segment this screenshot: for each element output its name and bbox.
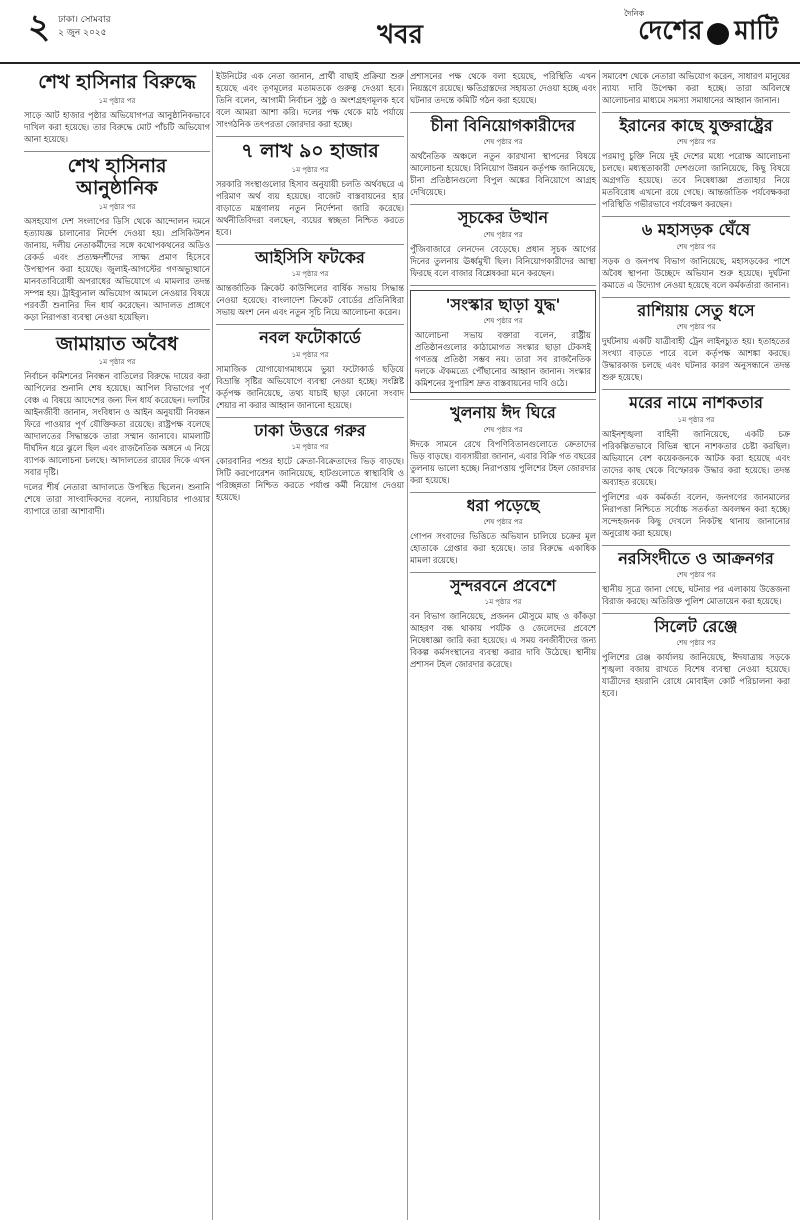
story-khulna-eid [410, 404, 596, 485]
story-body: নির্বাচন কমিশনের নিবন্ধন বাতিলের বিরুদ্ধে দায়ের করা আপিলের শুনানি শেষ হয়েছে। আপিল বিভাগের পূর্ণ বেঞ্চ এ বিষয়ে আদেশের জন্য দিন ধার্য করেছেন। দলটির আইনজীবী জানান, সংবিধান ও আইন অনুযায়ী নিবন্ধন ফিরে পাওয়ার পূর্ণ যৌক্তিকতা রয়েছে। রাষ্ট্রপক্ষ বলেছে আদালতের সিদ্ধান্তকে তারা সম্মান জানাবে। মামলাটি দীর্ঘদিন ধরে ঝুলে ছিল এবং রাজনৈতিক অঙ্গনে এ নিয়ে ব্যাপক আলোচনা চলছে। আদালতের রায়ের দিকে এখন সবার দৃষ্টি। [24, 371, 210, 478]
story-sundarbans [410, 577, 596, 670]
story-body: সাড়ে আট হাজার পৃষ্ঠার অভিযোগপত্র আনুষ্ঠানিকভাবে দাখিল করা হয়েছে। তার বিরুদ্ধে মোট পাঁচটি অভিযোগ আনা হয়েছে। [24, 109, 210, 144]
story-headline: ঢাকা উত্তরে গরুর [254, 420, 366, 440]
story-index-rise [410, 209, 596, 278]
story-continued [410, 70, 596, 106]
divider [410, 112, 596, 113]
divider [216, 324, 404, 325]
continuation-label: ১ম পৃষ্ঠার পর [291, 443, 329, 452]
story-headline: সিলেট রেঞ্জে [654, 616, 738, 636]
story-790-thousand [216, 141, 404, 238]
story-chinese-investors [410, 117, 596, 198]
story-headline: নবল ফটোকার্ডে [259, 328, 361, 348]
column-rule [599, 70, 600, 1220]
story-body: সরকারি সংস্থাগুলোর হিসাব অনুযায়ী চলতি অর্থবছরে এ পরিমাণ অর্থ ব্যয় হয়েছে। বাজেট বাস্তবায়নের হার বাড়াতে মন্ত্রণালয় নতুন নির্দেশনা জারি করেছে। অর্থনীতিবিদরা বলছেন, ব্যয়ের স্বচ্ছতা নিশ্চিত করতে হবে। [216, 178, 404, 237]
story-headline: ৬ মহাসড়ক ঘেঁষে [641, 220, 751, 240]
continuation-label: ১ম পৃষ্ঠার পর [291, 165, 329, 174]
story-russia-bridge [602, 302, 790, 383]
story-headline: ৭ লাখ ৯০ হাজার [241, 140, 379, 162]
story-body: পুলিশের রেঞ্জ কার্যালয় জানিয়েছে, ঈদযাত্রায় সড়কে শৃঙ্খলা বজায় রাখতে বিশেষ ব্যবস্থা নেওয়া হয়েছে। যাত্রীদের হয়রানি রোধে মোবাইল কোর্ট পরিচালনা করা হবে। [602, 652, 790, 699]
story-hasina-case [24, 72, 210, 145]
divider [216, 417, 404, 418]
story-body: পরমাণু চুক্তি নিয়ে দুই দেশের মধ্যে পরোক্ষ আলোচনা চলছে। মধ্যস্থতাকারী দেশগুলো জানিয়েছে, কিছু বিষয়ে অগ্রগতি হয়েছে। তবে নিষেধাজ্ঞা প্রত্যাহার নিয়ে মতবিরোধ এখনো রয়ে গেছে। আন্তর্জাতিক পর্যবেক্ষকরা পরিস্থিতি গভীরভাবে পর্যবেক্ষণ করছেন। [602, 151, 790, 210]
divider [410, 204, 596, 205]
story-jamaat [24, 334, 210, 518]
story-headline: খুলনায় ঈদ ঘিরে [450, 403, 556, 423]
story-body: আইনশৃঙ্খলা বাহিনী জানিয়েছে, একটি চক্র পরিকল্পিতভাবে বিভিন্ন স্থানে নাশকতার চেষ্টা করছিল। অভিযানে বেশ কয়েকজনকে আটক করা হয়েছে এবং তাদের কাছ থেকে বিস্ফোরক উদ্ধার করা হয়েছে। তদন্ত অব্যাহত রয়েছে। [602, 428, 790, 487]
continuation-label: ১ম পৃষ্ঠার পর [291, 350, 329, 359]
story-headline: 'সংস্কার ছাড়া যুদ্ধ' [445, 294, 561, 314]
column-rule [212, 70, 213, 1220]
logo-prefix: দৈনিক [624, 9, 645, 18]
story-body: সমাবেশ থেকে নেতারা অভিযোগ করেন, সাধারণ মানুষের ন্যায্য দাবি উপেক্ষা করা হচ্ছে। তারা অবিলম্বে আলোচনার মাধ্যমে সমস্যা সমাধানের আহ্বান জানান। [602, 71, 790, 105]
continuation-label: শেষ পৃষ্ঠার পর [676, 138, 716, 147]
continuation-label: শেষ পৃষ্ঠার পর [483, 230, 523, 239]
story-body: সামাজিক যোগাযোগমাধ্যমে ভুয়া ফটোকার্ড ছড়িয়ে বিভ্রান্তি সৃষ্টির অভিযোগে ব্যবস্থা নেওয়া হচ্ছে। সংশ্লিষ্ট কর্তৃপক্ষ জানিয়েছে, তথ্য যাচাই ছাড়া কোনো সংবাদ শেয়ার না করার আহ্বান জানানো হয়েছে। [216, 363, 404, 410]
divider [602, 112, 790, 113]
story-headline: নরসিংদীতে ও আক্রনগর [618, 548, 774, 568]
divider [602, 613, 790, 614]
divider [216, 136, 404, 137]
newspaper-logo [624, 9, 778, 54]
column-rule [407, 70, 408, 1220]
divider [602, 216, 790, 217]
continuation-label: শেষ পৃষ্ঠার পর [483, 138, 523, 147]
continuation-label: ১ম পৃষ্ঠার পর [484, 598, 522, 607]
continuation-label: ১ম পৃষ্ঠার পর [98, 358, 136, 367]
story-highways [602, 221, 790, 290]
story-body: আন্তর্জাতিক ক্রিকেট কাউন্সিলের বার্ষিক সভায় সিদ্ধান্ত নেওয়া হয়েছে। বাংলাদেশ ক্রিকেট বোর্ডের প্রতিনিধিরা সভায় অংশ নেন এবং নতুন সূচি নিয়ে আলোচনা করেন। [216, 283, 404, 318]
continuation-label: শেষ পৃষ্ঠার পর [483, 317, 523, 326]
story-body: কোরবানির পশুর হাটে ক্রেতা-বিক্রেতাদের ভিড় বাড়ছে। সিটি করপোরেশন জানিয়েছে, হাটগুলোতে স্বাস্থ্যবিধি ও পরিচ্ছন্নতা নিশ্চিত করতে পর্যাপ্ত কর্মী নিয়োগ দেওয়া হয়েছে। [216, 456, 404, 503]
story-reform [410, 290, 596, 393]
continuation-label: শেষ পৃষ্ঠার পর [676, 242, 716, 251]
story-body: সড়ক ও জনপথ বিভাগ জানিয়েছে, মহাসড়কের পাশে অবৈধ স্থাপনা উচ্ছেদে অভিযান শুরু হয়েছে। দুর্ঘটনা কমাতে এ উদ্যোগ নেওয়া হয়েছে বলে কর্মকর্তারা জানান। [602, 255, 790, 290]
continuation-label: শেষ পৃষ্ঠার পর [483, 517, 523, 526]
divider [24, 329, 210, 330]
story-hasina-formal [24, 156, 210, 323]
logo-left-word: দেশের [638, 16, 703, 46]
story-sylhet-range [602, 618, 790, 699]
story-headline: ধরা পড়েছে [466, 495, 540, 515]
story-narsingdi [602, 550, 790, 607]
story-continued [602, 70, 790, 106]
story-photocard [216, 329, 404, 410]
story-continued [216, 70, 404, 130]
story-headline: জামায়াত অবৈধ [56, 332, 178, 355]
story-body: দলের শীর্ষ নেতারা আদালতে উপস্থিত ছিলেন। শুনানি শেষে তারা সাংবাদিকদের বলেন, ন্যায়বিচার পাওয়ার ব্যাপারে তারা আশাবাদী। [24, 482, 210, 517]
story-icc [216, 249, 404, 318]
story-body: আলোচনা সভায় বক্তারা বলেন, রাষ্ট্রীয় প্রতিষ্ঠানগুলোর কাঠামোগত সংস্কার ছাড়া টেকসই গণতন্ত্র প্রতিষ্ঠা সম্ভব নয়। তারা সব রাজনৈতিক দলকে ঐকমত্যে পৌঁছানোর আহ্বান জানান। সংস্কার কমিশনের সুপারিশ দ্রুত বাস্তবায়নের দাবি ওঠে। [415, 330, 591, 389]
divider [602, 545, 790, 546]
story-body: ঈদকে সামনে রেখে বিপণিবিতানগুলোতে ক্রেতাদের ভিড় বাড়ছে। ব্যবসায়ীরা জানান, এবার বিক্রি গত বছরের তুলনায় ভালো হচ্ছে। নিরাপত্তায় পুলিশের টহল জোরদার করা হয়েছে। [410, 438, 596, 485]
page-number: ২ [28, 7, 51, 47]
story-body: গোপন সংবাদের ভিত্তিতে অভিযান চালিয়ে চক্রের মূল হোতাকে গ্রেপ্তার করা হয়েছে। তার বিরুদ্ধে একাধিক মামলা রয়েছে। [410, 530, 596, 565]
story-body: অর্থনৈতিক অঞ্চলে নতুন কারখানা স্থাপনের বিষয়ে আলোচনা হয়েছে। বিনিয়োগ উন্নয়ন কর্তৃপক্ষ জানিয়েছে, চীনা প্রতিষ্ঠানগুলো বিপুল অঙ্কের বিনিয়োগে আগ্রহ দেখিয়েছে। [410, 151, 596, 198]
story-nashkata [602, 394, 790, 538]
continuation-label: ১ম পৃষ্ঠার পর [98, 96, 136, 105]
story-iran-us [602, 117, 790, 210]
section-title: খবর [377, 20, 423, 50]
continuation-label: শেষ পৃষ্ঠার পর [676, 570, 716, 579]
story-headline: মরের নামে নাশকতার [629, 393, 763, 413]
story-headline: শেখ হাসিনার আনুষ্ঠানিক [67, 154, 167, 199]
dateline-day: ঢাকা। সোমবার [58, 15, 111, 25]
divider [410, 492, 596, 493]
story-body: স্থানীয় সূত্রে জানা গেছে, ঘটনার পর এলাকায় উত্তেজনা বিরাজ করছে। অতিরিক্ত পুলিশ মোতায়েন করা হয়েছে। [602, 583, 790, 606]
column-3 [410, 70, 596, 676]
column-4 [602, 70, 790, 705]
logo-right-word: মাটি [734, 16, 778, 46]
story-cattle-market [216, 422, 404, 503]
continuation-label: শেষ পৃষ্ঠার পর [483, 425, 523, 434]
column-2 [216, 70, 404, 509]
story-headline: চীনা বিনিয়োগকারীদের [430, 116, 576, 135]
story-body: বন বিভাগ জানিয়েছে, প্রজনন মৌসুমে মাছ ও কাঁকড়া আহরণ বন্ধ থাকায় পর্যটক ও জেলেদের প্রবেশে নিষেধাজ্ঞা জারি করা হয়েছে। এ সময় বনজীবীদের জন্য বিকল্প কর্মসংস্থানের ব্যবস্থা করার দাবি উঠেছে। স্থানীয় প্রশাসন টহল জোরদার করেছে। [410, 611, 596, 670]
continuation-label: শেষ পৃষ্ঠার পর [676, 639, 716, 648]
story-headline: সুন্দরবনে প্রবেশে [450, 575, 556, 595]
continuation-label: ১ম পৃষ্ঠার পর [98, 202, 136, 211]
story-body: প্রশাসনের পক্ষ থেকে বলা হয়েছে, পরিস্থিতি এখন নিয়ন্ত্রণে রয়েছে। ক্ষতিগ্রস্তদের সহায়তা দেওয়া হচ্ছে এবং ঘটনার তদন্তে কমিটি গঠন করা হয়েছে। [410, 71, 596, 105]
divider [410, 572, 596, 573]
story-headline: আইসিসি ফটকের [255, 247, 365, 267]
continuation-label: ১ম পৃষ্ঠার পর [291, 270, 329, 279]
story-headline: শেখ হাসিনার বিরুদ্ধে [38, 71, 196, 93]
column-1 [24, 70, 210, 523]
divider [410, 285, 596, 286]
dateline-date: ২ জুন ২০২৫ [58, 28, 107, 38]
divider [602, 297, 790, 298]
divider [216, 244, 404, 245]
logo-globe-icon [707, 23, 729, 45]
story-arrested [410, 497, 596, 566]
story-body: ইউনিটের এক নেতা জানান, প্রার্থী বাছাই প্রক্রিয়া শুরু হয়েছে এবং তৃণমূলের মতামতকে গুরুত্ব দেওয়া হবে। তিনি বলেন, আগামী নির্বাচন সুষ্ঠু ও অংশগ্রহণমূলক হবে বলে আমরা আশা করি। দলের পক্ষ থেকে মাঠ পর্যায়ে সাংগঠনিক তৎপরতা জোরদার করা হচ্ছে। [216, 71, 404, 129]
continuation-label: শেষ পৃষ্ঠার পর [676, 323, 716, 332]
story-headline: রাশিয়ায় সেতু ধসে [637, 300, 755, 320]
story-body: অসহযোগ দেশ সংলাপের ডিসি থেকে আন্দোলন দমনে হত্যাযজ্ঞ চালানোর নির্দেশ দেওয়া হয়। প্রসিকিউশন জানায়, দলীয় নেতাকর্মীদের সঙ্গে কথোপকথনের অডিও রেকর্ড এবং প্রত্যক্ষদর্শীদের সাক্ষ্য প্রমাণ হিসেবে উপস্থাপন করা হয়েছে। জুলাই-আগস্টের গণঅভ্যুত্থানে মানবতাবিরোধী অপরাধের অভিযোগে এ মামলার তদন্ত সম্পন্ন হয়। ট্রাইব্যুনাল অভিযোগ আমলে নেওয়ার বিষয়ে পরবর্তী শুনানির দিন ধার্য করেছেন। আদালত প্রাঙ্গণে কড়া নিরাপত্তা ব্যবস্থা নেওয়া হয়েছিল। [24, 215, 210, 322]
story-body: পুঁজিবাজারে লেনদেন বেড়েছে। প্রধান সূচক আগের দিনের তুলনায় ঊর্ধ্বমুখী ছিল। বিনিয়োগকারীদের আস্থা ফিরছে বলে বাজার বিশ্লেষকরা মনে করছেন। [410, 243, 596, 278]
divider [24, 151, 210, 152]
story-body: দুর্ঘটনায় একটি যাত্রীবাহী ট্রেন লাইনচ্যুত হয়। হতাহতের সংখ্যা বাড়তে পারে বলে কর্তৃপক্ষ আশঙ্কা করছে। উদ্ধারকাজ চলছে এবং ঘটনার কারণ অনুসন্ধানে তদন্ত শুরু হয়েছে। [602, 336, 790, 383]
divider [602, 389, 790, 390]
divider [410, 399, 596, 400]
story-body: পুলিশের এক কর্মকর্তা বলেন, জনগণের জানমালের নিরাপত্তা নিশ্চিতে সর্বোচ্চ সতর্কতা অবলম্বন করা হচ্ছে। সন্দেহজনক কিছু দেখলে নিকটস্থ থানায় জানানোর অনুরোধ করা হয়েছে। [602, 491, 790, 538]
story-headline: ইরানের কাছে যুক্তরাষ্ট্রের [619, 116, 773, 135]
continuation-label: ১ম পৃষ্ঠার পর [677, 415, 715, 424]
story-headline: সূচকের উত্থান [457, 208, 549, 228]
masthead [0, 0, 800, 64]
